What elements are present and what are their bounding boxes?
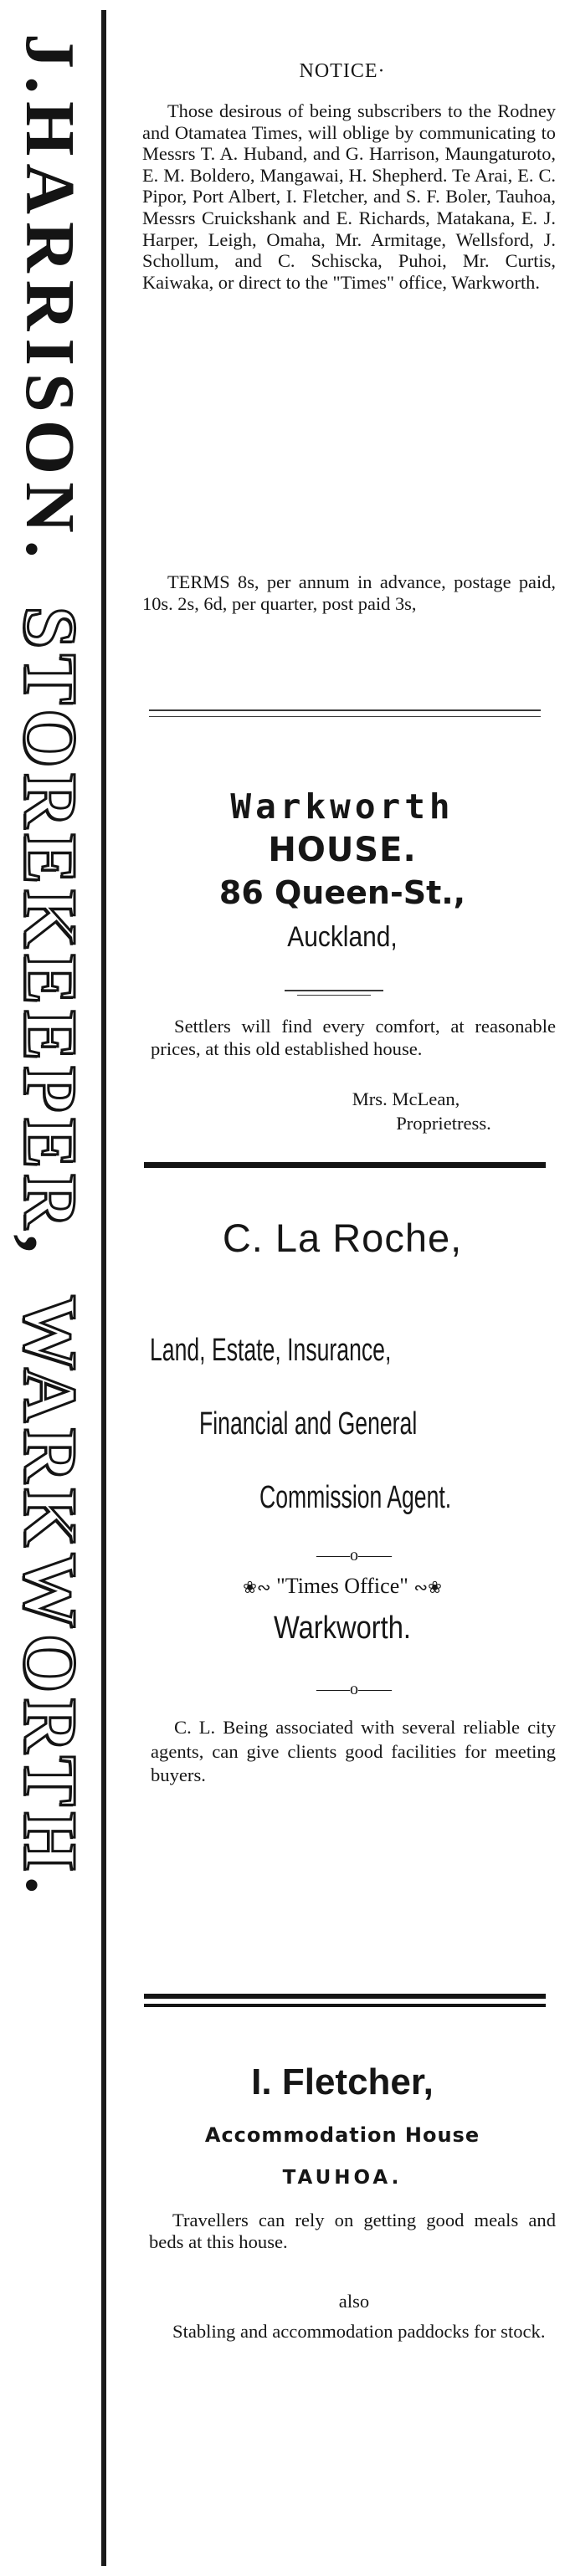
thick-rule — [144, 2004, 546, 2007]
la-roche-body: C. L. Being associated with several reliable city agents, can give clients good facilities for meeting buyers. — [151, 1717, 556, 1785]
fletcher-body: Travellers can rely on getting good meals and beds at this house. — [149, 2210, 556, 2252]
banner-text — [8, 33, 91, 2510]
warkworth-house-name: Warkworth — [230, 786, 454, 827]
short-rule — [285, 990, 383, 991]
fletcher-name: I. Fletcher, — [251, 2061, 434, 2102]
la-roche-line-3: Commission Agent. — [259, 1480, 452, 1515]
la-roche-line-1: Land, Estate, Insurance, — [150, 1333, 392, 1368]
la-roche-name: C. La Roche, — [222, 1216, 463, 1260]
divider-rule — [149, 716, 541, 717]
fletcher-town: TAUHOA. — [282, 2167, 403, 2189]
banner-end-dot: . — [11, 1876, 89, 1894]
fletcher-also: also — [338, 2291, 370, 2312]
la-roche-divider-2: ——o—— — [316, 1680, 392, 1698]
la-roche-town: Warkworth. — [273, 1611, 412, 1646]
warkworth-house-title: Proprietress. — [396, 1113, 491, 1134]
column-rule — [101, 10, 106, 2566]
banner-name: J.HARRISON — [11, 33, 89, 540]
thick-rule — [144, 1162, 546, 1168]
vertical-banner — [0, 0, 99, 2576]
la-roche-office — [126, 1574, 559, 1599]
banner-town: WARKWORTH — [8, 1294, 91, 1877]
la-roche-line-2: Financial and General — [199, 1406, 418, 1442]
scroll-ornament-icon: ❀∾ — [243, 1579, 271, 1597]
warkworth-house-body: Settlers will find every comfort, at reasonable prices, at this old established house. — [151, 1016, 556, 1059]
short-rule — [297, 995, 371, 996]
notice-body: Those desirous of being subscribers to the Rodney and Otamatea Times, will oblige by communicating to Messrs T. A. Huband, and G. Harrison, Maungaturoto, E. M. Boldero, Mangawai, H. Shepherd. Te Arai, E. C. Pipor, Port Albert, I. Fletcher, and S. F. Boler, Tauhoa, Messrs Cruickshank and E. Richards, Matakana, E. J. Harper, Leigh, Omaha, Mr. Armitage, Wellsford, J. Schollum, and C. Schiscka, Puhoi, Mr. Curtis, Kaiwaka, or direct to the "Times" office, Warkworth. — [142, 100, 556, 293]
warkworth-house-address: 86 Queen-St., — [218, 874, 466, 911]
divider-rule — [149, 709, 541, 711]
banner-trade: STOREKEEPER — [8, 606, 91, 1235]
warkworth-house-heading: HOUSE. — [268, 831, 417, 869]
la-roche-divider-1: ——o—— — [316, 1546, 392, 1565]
scroll-ornament-icon: ∾❀ — [413, 1579, 442, 1597]
la-roche-office-text: "Times Office" — [276, 1574, 408, 1598]
fletcher-body-2: Stabling and accommodation paddocks for stock. — [172, 2321, 546, 2342]
notice-heading: NOTICE· — [299, 60, 386, 82]
warkworth-house-proprietor: Mrs. McLean, — [352, 1088, 460, 1109]
thick-rule — [144, 1994, 546, 1999]
fletcher-subtitle: Accommodation House — [204, 2123, 480, 2147]
notice-terms: TERMS 8s, per annum in advance, postage paid, 10s. 2s, 6d, per quarter, post paid 3s, — [142, 571, 556, 614]
banner-comma: , — [8, 1234, 91, 1253]
banner-dot: . — [11, 540, 89, 558]
warkworth-house-city: Auckland, — [287, 921, 398, 953]
